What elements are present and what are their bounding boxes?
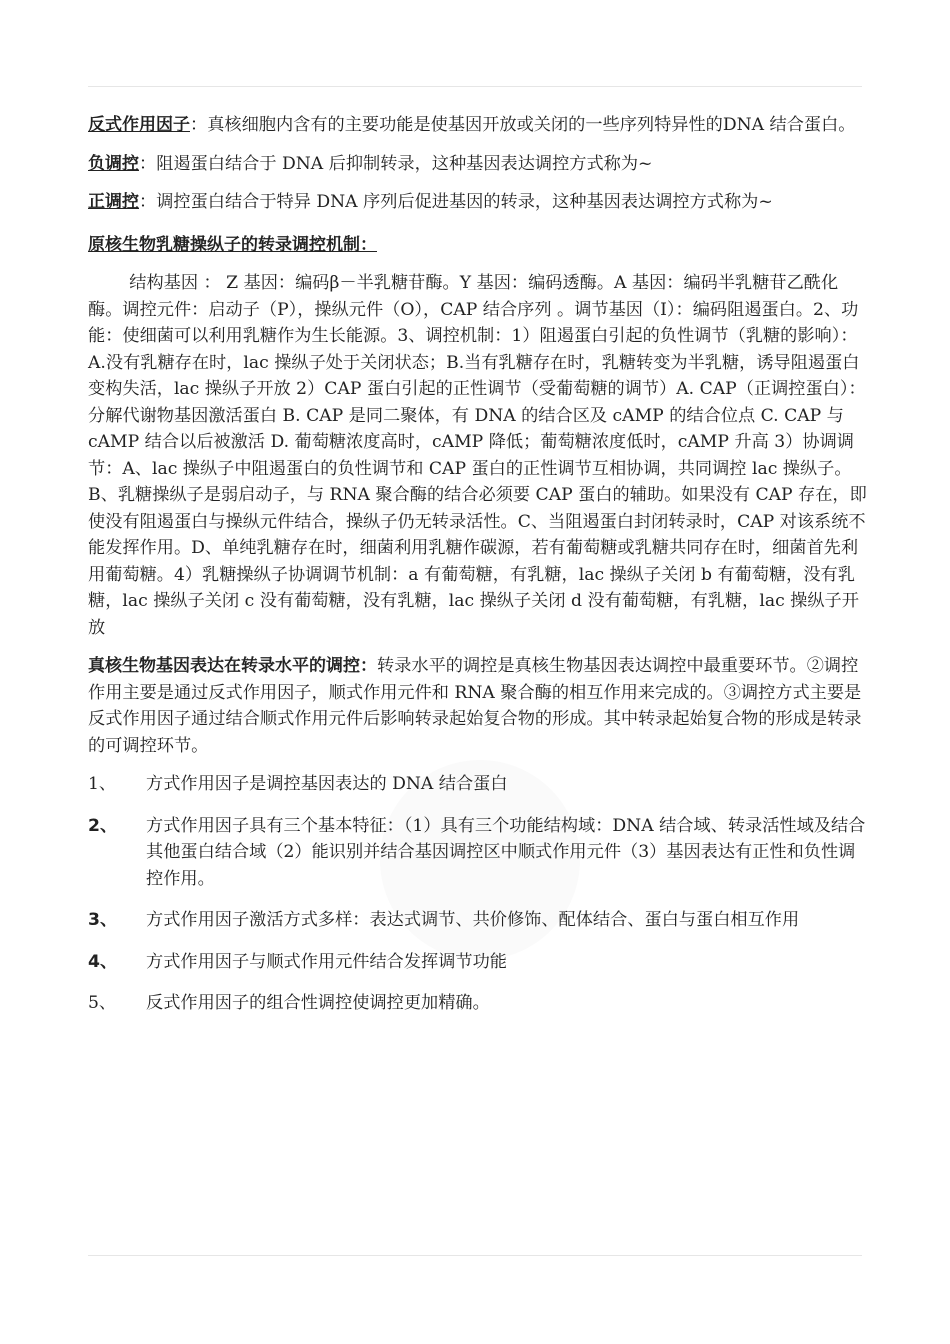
definition-separator: ： bbox=[139, 153, 157, 174]
list-text: 方式作用因子具有三个基本特征：（1）具有三个功能结构域：DNA 结合域、转录活性域及结合其他蛋白结合域（2）能识别并结合基因调控区中顺式作用元件（3）基因表达有正性和负性调控作用。 bbox=[146, 815, 866, 889]
list-text: 方式作用因子激活方式多样：表达式调节、共价修饰、配体结合、蛋白与蛋白相互作用 bbox=[146, 910, 800, 930]
list-item bbox=[88, 949, 868, 976]
section-heading-lac-operon: 原核生物乳糖操纵子的转录调控机制： bbox=[88, 234, 377, 255]
top-rule bbox=[88, 86, 862, 87]
list-item bbox=[88, 907, 868, 934]
paragraph-lead: 真核生物基因表达在转录水平的调控： bbox=[88, 656, 377, 676]
list-item bbox=[88, 771, 868, 798]
list-number: 4、 bbox=[88, 951, 118, 972]
paragraph-text: 转录水平的调控是真核生物基因表达调控中最重要环节。②调控作用主要是通过反式作用因子，顺式作用元件和 RNA 聚合酶的相互作用来完成的。③调控方式主要是反式作用因子通过结合顺式作用元件后影响转录起始复合物的形成。其中转录起始复合物的形成是转录的可调控环节。 bbox=[88, 656, 862, 756]
bottom-rule bbox=[88, 1255, 862, 1256]
definition-negative-regulation bbox=[88, 151, 868, 178]
list-item bbox=[88, 990, 868, 1017]
definition-separator: ： bbox=[190, 115, 208, 135]
list-number: 1、 bbox=[88, 774, 117, 794]
list-text: 方式作用因子与顺式作用元件结合发挥调节功能 bbox=[146, 951, 507, 972]
definition-positive-regulation bbox=[88, 189, 868, 216]
definition-separator: ： bbox=[139, 192, 157, 212]
list-number: 2、 bbox=[88, 815, 118, 836]
definition-term: 负调控 bbox=[88, 153, 139, 174]
definition-text: 调控蛋白结合于特异 DNA 序列后促进基因的转录，这种基因表达调控方式称为~ bbox=[156, 192, 773, 212]
definition-text: 阻遏蛋白结合于 DNA 后抑制转录，这种基因表达调控方式称为~ bbox=[156, 153, 653, 174]
definition-text: 真核细胞内含有的主要功能是使基因开放或关闭的一些序列特异性的DNA 结合蛋白。 bbox=[207, 115, 856, 135]
list-number: 5、 bbox=[88, 993, 117, 1013]
definition-term: 正调控 bbox=[88, 192, 139, 212]
list-item bbox=[88, 813, 868, 893]
definition-trans-acting-factor bbox=[88, 112, 868, 139]
list-number: 3、 bbox=[88, 910, 118, 930]
lac-operon-paragraph: 结构基因 ： Z 基因：编码β－半乳糖苷酶。Y 基因：编码透酶。A 基因：编码半乳糖苷乙酰化酶。调控元件：启动子（P），操纵元件（O），CAP 结合序列 。调节基因（I）：编码阻遏蛋白。2、功能：使细菌可以利用乳糖作为生长能源。3、调控机制：1）阻遏蛋白引起的负性调节（乳糖的影响）：A.没有乳糖存在时，lac 操纵子处于关闭状态；B.当有乳糖存在时，乳糖转变为半乳糖，诱导阻遏蛋白变构失活，lac 操纵子开放 2）CAP 蛋白引起的正性调节（受葡萄糖的调节）A. CAP（正调控蛋白）：分解代谢物基因激活蛋白 B. CAP 是同二聚体，有 DNA 的结合区及 cAMP 的结合位点 C. CAP 与 cAMP 结合以后被激活 D. 葡萄糖浓度高时，cAMP 降低；葡萄糖浓度低时，cAMP 升高 3）协调调节：A、lac 操纵子中阻遏蛋白的负性调节和 CAP 蛋白的正性调节互相协调，共同调控 lac 操纵子。B、乳糖操纵子是弱启动子，与 RNA 聚合酶的结合必须要 CAP 蛋白的辅助。如果没有 CAP 存在，即使没有阻遏蛋白与操纵元件结合，操纵子仍无转录活性。C、当阻遏蛋白封闭转录时，CAP 对该系统不能发挥作用。D、单纯乳糖存在时，细菌利用乳糖作碳源，若有葡萄糖或乳糖共同存在时，细菌首先利用葡萄糖。4）乳糖操纵子协调调节机制：a 有葡萄糖，有乳糖，lac 操纵子关闭 b 有葡萄糖，没有乳糖，lac 操纵子关闭 c 没有葡萄糖，没有乳糖，lac 操纵子关闭 d 没有葡萄糖，有乳糖，lac 操纵子开放 bbox=[88, 273, 867, 638]
eukaryotic-regulation-paragraph bbox=[88, 653, 868, 759]
list-text: 反式作用因子的组合性调控使调控更加精确。 bbox=[146, 993, 490, 1013]
document-body bbox=[88, 112, 868, 1032]
trans-factor-list bbox=[88, 771, 868, 1017]
definition-term: 反式作用因子 bbox=[88, 115, 190, 135]
list-text: 方式作用因子是调控基因表达的 DNA 结合蛋白 bbox=[146, 774, 508, 794]
